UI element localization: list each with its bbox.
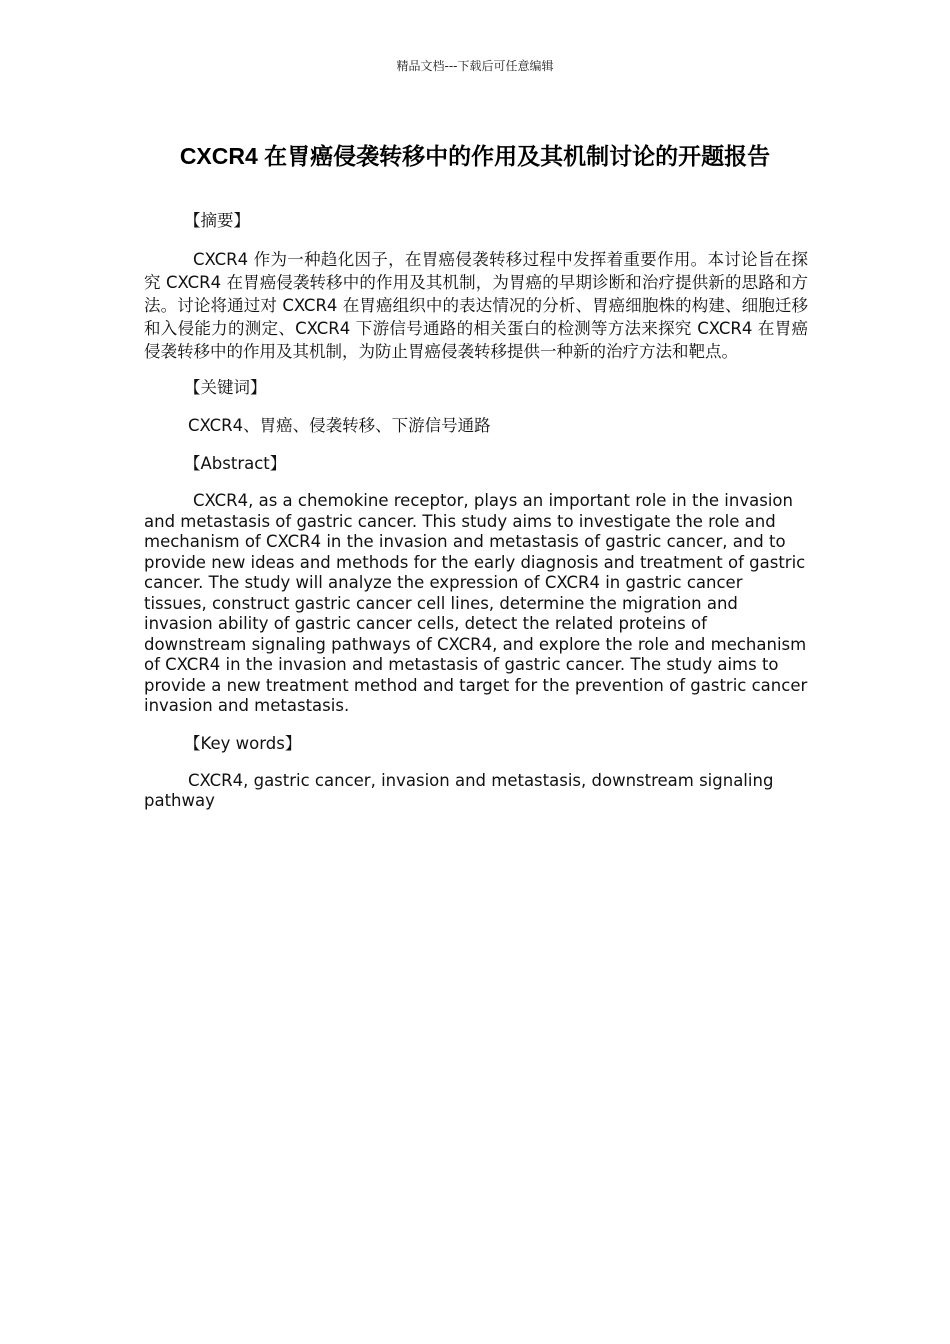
document-title: CXCR4 在胃癌侵袭转移中的作用及其机制讨论的开题报告 bbox=[179, 143, 771, 169]
keywords-en-text: CXCR4, gastric cancer, invasion and metastasis, downstream signaling pathway bbox=[144, 770, 774, 810]
abstract-en-paragraph: CXCR4, as a chemokine receptor, plays an important role in the invasion and metastasis of gastric cancer. This study aims to investigate the role and mechanism of CXCR4 in the invasion and metastasis of gastric cancer, and to provide new ideas and methods for the early diagnosis and treatment of gastric cancer. The study will analyze the expression of CXCR4 in gastric cancer tissues, construct gastric cancer cell lines, determine the migration and invasion ability of gastric cancer cells, detect the related proteins of downstream signaling pathways of CXCR4, and explore the role and mechanism of CXCR4 in the invasion and metastasis of gastric cancer. The study aims to provide a new treatment method and target for the prevention of gastric cancer invasion and metastasis. bbox=[144, 491, 808, 715]
abstract-cn-heading: 【摘要】 bbox=[184, 211, 250, 230]
keywords-cn-heading: 【关键词】 bbox=[184, 378, 267, 397]
header-note: 精品文档---下载后可任意编辑 bbox=[396, 59, 554, 73]
keywords-en-heading: 【Key words】 bbox=[184, 733, 302, 753]
abstract-cn-paragraph: CXCR4 作为一种趋化因子，在胃癌侵袭转移过程中发挥着重要作用。本讨论旨在探究 CXCR4 在胃癌侵袭转移中的作用及其机制，为胃癌的早期诊断和治疗提供新的思路和方法。讨论将通过对 CXCR4 在胃癌组织中的表达情况的分析、胃癌细胞株的构建、细胞迁移和入侵能力的测定、CXCR4 下游信号通路的相关蛋白的检测等方法来探究 CXCR4 在胃癌侵袭转移中的作用及其机制，为防止胃癌侵袭转移提供一种新的治疗方法和靶点。 bbox=[144, 250, 808, 361]
keywords-cn-text: CXCR4、胃癌、侵袭转移、下游信号通路 bbox=[188, 416, 491, 435]
abstract-en-heading: 【Abstract】 bbox=[184, 454, 287, 473]
document-body bbox=[144, 210, 808, 812]
